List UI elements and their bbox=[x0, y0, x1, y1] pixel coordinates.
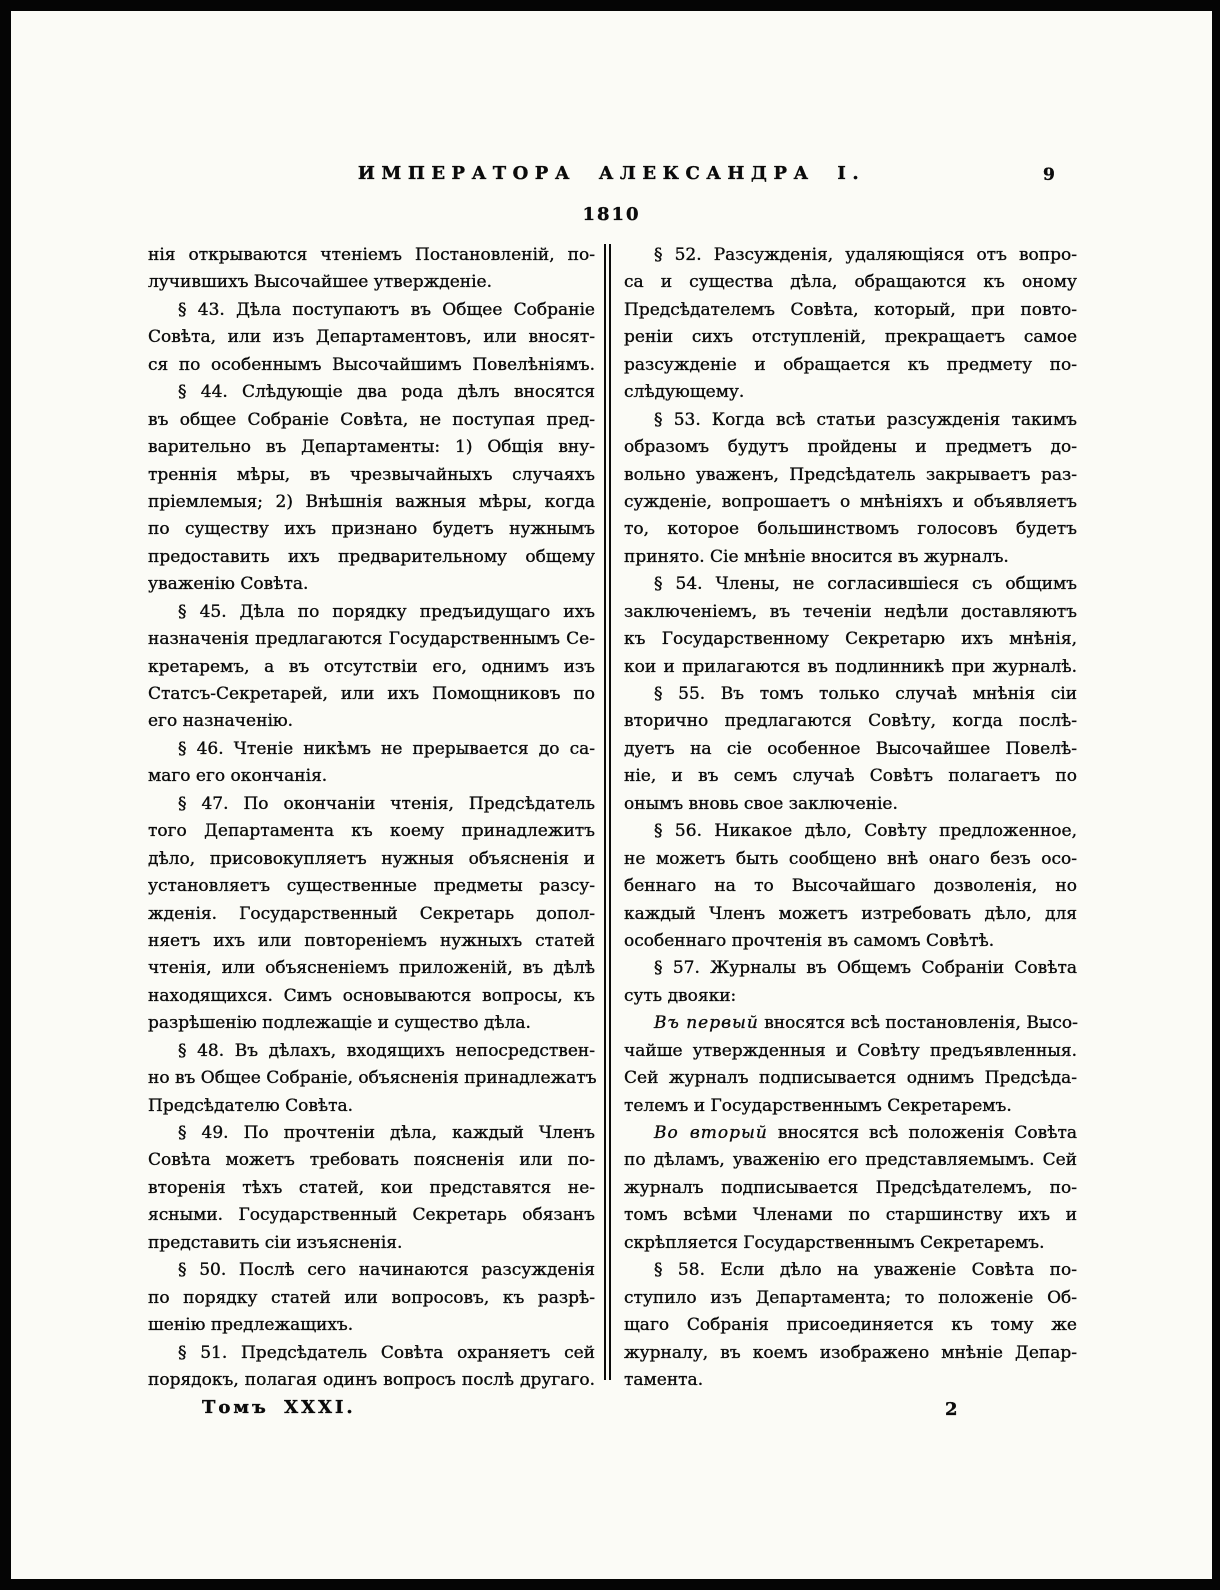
page-number: 9 bbox=[1043, 165, 1055, 185]
text-line: онымъ вновь свое заключеніе. bbox=[624, 793, 898, 814]
text-line: сужденіе, вопрошаетъ о мнѣніяхъ и объявляетъ bbox=[624, 491, 1077, 512]
year-heading: 1810 bbox=[582, 204, 641, 225]
text-line: Во вторый вносятся всѣ положенія Совѣта bbox=[654, 1123, 1078, 1143]
document-page bbox=[11, 11, 1212, 1579]
text-line: вторенія тѣхъ статей, кои представятся не- bbox=[148, 1177, 595, 1198]
text-line: вольно уваженъ, Предсѣдатель закрываетъ раз- bbox=[624, 464, 1077, 485]
text-line: § 46. Чтеніе никѣмъ не прерывается до са- bbox=[178, 738, 595, 759]
text-line: § 43. Дѣла поступаютъ въ Общее Собраніе bbox=[178, 299, 595, 320]
text-line: кретаремъ, а въ отсутствіи его, однимъ изъ bbox=[148, 656, 595, 677]
text-line: предоставить ихъ предварительному общему bbox=[148, 546, 595, 567]
text-line: § 51. Предсѣдатель Совѣта охраняетъ сей bbox=[178, 1342, 595, 1363]
text-line: § 50. Послѣ сего начинаются разсужденія bbox=[178, 1260, 595, 1281]
column-divider bbox=[604, 244, 611, 1380]
text-line: Совѣта можетъ требовать поясненія или по- bbox=[148, 1150, 595, 1171]
text-line: разсужденіе и обращается къ предмету по- bbox=[624, 354, 1077, 375]
text-line: § 49. По прочтеніи дѣла, каждый Членъ bbox=[178, 1123, 595, 1143]
text-line: беннаго на то Высочайшаго дозволенія, но bbox=[624, 876, 1077, 897]
text-line: того Департамента къ коему принадлежитъ bbox=[148, 821, 595, 842]
text-columns bbox=[148, 242, 1078, 1394]
text-line: Въ первый вносятся всѣ постановленія, Высо- bbox=[654, 1013, 1078, 1034]
text-line: установляетъ существенные предметы разсу- bbox=[148, 876, 595, 897]
text-line: чайше утвержденныя и Совѣту предъявленныя. bbox=[624, 1040, 1077, 1061]
text-line: дѣло, присовокупляетъ нужныя объясненія и bbox=[148, 848, 595, 869]
text-line: § 48. Въ дѣлахъ, входящихъ непосредствен- bbox=[178, 1040, 595, 1061]
text-line: § 45. Дѣла по порядку предъидущаго ихъ bbox=[178, 601, 595, 622]
text-line: § 58. Если дѣло на уваженіе Совѣта по- bbox=[654, 1260, 1077, 1281]
text-line: журналу, въ коемъ изображено мнѣніе Депар- bbox=[624, 1342, 1077, 1363]
text-line: по дѣламъ, уваженію его представляемымъ. Сей bbox=[624, 1150, 1077, 1171]
text-line: ясными. Государственный Секретарь обязанъ bbox=[148, 1205, 595, 1226]
text-line: нія открываются чтеніемъ Постановленій, по- bbox=[148, 245, 595, 265]
text-line: къ Государственному Секретарю ихъ мнѣнія, bbox=[624, 629, 1077, 650]
text-line: по порядку статей или вопросовъ, къ разрѣ- bbox=[148, 1287, 595, 1308]
text-line: Предсѣдателемъ Совѣта, который, при повто- bbox=[624, 299, 1077, 320]
text-line: образомъ будутъ пройдены и предметъ до- bbox=[624, 437, 1077, 458]
text-line: не можетъ быть сообщено внѣ онаго безъ осо- bbox=[624, 848, 1077, 869]
text-line: пріемлемыя; 2) Внѣшнія важныя мѣры, когда bbox=[148, 491, 595, 512]
text-line: жденія. Государственный Секретарь допол- bbox=[148, 903, 595, 924]
text-line: но въ Общее Собраніе, объясненія принадлежатъ bbox=[148, 1068, 597, 1089]
text-line: назначенія предлагаются Государственнымъ Се- bbox=[148, 629, 595, 650]
signature-mark: 2 bbox=[945, 1399, 958, 1420]
text-line: тамента. bbox=[624, 1369, 704, 1390]
text-line: находящихся. Симъ основываются вопросы, къ bbox=[148, 985, 595, 1006]
text-line: разрѣшенію подлежащіе и существо дѣла. bbox=[148, 1013, 531, 1034]
text-line: суть двояки: bbox=[624, 985, 737, 1006]
text-line: Предсѣдателю Совѣта. bbox=[148, 1095, 354, 1116]
text-line: заключеніемъ, въ теченіи недѣли доставляютъ bbox=[624, 601, 1077, 622]
text-line: няетъ ихъ или повтореніемъ нужныхъ статей bbox=[148, 930, 595, 951]
text-line: лучившихъ Высочайшее утвержденіе. bbox=[148, 272, 493, 293]
text-line: щаго Собранія присоединяется къ тому же bbox=[624, 1315, 1077, 1336]
text-line: кои и прилагаются въ подлинникѣ при журналѣ. bbox=[624, 656, 1077, 677]
text-line: томъ всѣми Членами по старшинству ихъ и bbox=[624, 1205, 1077, 1226]
text-line: Совѣта, или изъ Департаментовъ, или вносят- bbox=[148, 327, 595, 348]
text-line: порядокъ, полагая одинъ вопросъ послѣ другаго. bbox=[148, 1369, 595, 1390]
text-line: телемъ и Государственнымъ Секретаремъ. bbox=[624, 1095, 1012, 1116]
text-line: то, которое большинствомъ голосовъ будетъ bbox=[624, 519, 1077, 540]
text-line: Статсъ-Секретарей, или ихъ Помощниковъ по bbox=[148, 684, 595, 704]
italic-phrase: Въ первый bbox=[654, 1013, 759, 1034]
text-line: чтенія, или объясненіемъ приложеній, въ дѣлѣ bbox=[148, 958, 595, 979]
text-line: ся по особеннымъ Высочайшимъ Повелѣніямъ. bbox=[148, 354, 595, 375]
text-line: § 53. Когда всѣ статьи разсужденія такимъ bbox=[654, 409, 1077, 430]
text-line: вторично предлагаются Совѣту, когда послѣ- bbox=[624, 711, 1077, 732]
text-line: Сей журналъ подписывается однимъ Предсѣда- bbox=[624, 1068, 1077, 1089]
text-line: варительно въ Департаменты: 1) Общія вну- bbox=[148, 437, 595, 458]
text-line: реніи сихъ отступленій, прекращаетъ самое bbox=[624, 327, 1077, 348]
text-line: § 52. Разсужденія, удаляющіяся отъ вопро- bbox=[654, 245, 1077, 265]
page-header-title: ИМПЕРАТОРА АЛЕКСАНДРА I. bbox=[357, 163, 866, 184]
text-line: особеннаго прочтенія въ самомъ Совѣтѣ. bbox=[624, 930, 995, 951]
text-line: § 47. По окончаніи чтенія, Предсѣдатель bbox=[178, 793, 595, 814]
text-line: его назначенію. bbox=[148, 711, 294, 732]
text-line: треннія мѣры, въ чрезвычайныхъ случаяхъ bbox=[148, 464, 595, 485]
text-line: журналъ подписывается Предсѣдателемъ, по- bbox=[624, 1177, 1077, 1198]
text-line: уваженію Совѣта. bbox=[148, 574, 309, 595]
text-line: дуетъ на сіе особенное Высочайшее Повелѣ- bbox=[624, 738, 1077, 759]
text-line: § 57. Журналы въ Общемъ Собраніи Совѣта bbox=[654, 958, 1077, 979]
right-column bbox=[624, 242, 1077, 1394]
volume-footer: Томъ XXXI. bbox=[202, 1397, 356, 1418]
text-line: каждый Членъ можетъ изтребовать дѣло, для bbox=[624, 903, 1077, 924]
text-line: § 54. Члены, не согласившіеся съ общимъ bbox=[654, 574, 1077, 595]
text-line: принято. Сіе мнѣніе вносится въ журналъ. bbox=[624, 546, 1009, 567]
italic-phrase: Во вторый bbox=[654, 1123, 768, 1143]
text-line: шенію предлежащихъ. bbox=[148, 1315, 354, 1336]
text-line: са и существа дѣла, обращаются къ оному bbox=[624, 272, 1077, 293]
text-line: § 44. Слѣдующіе два рода дѣлъ вносятся bbox=[178, 382, 595, 403]
text-line: ніе, и въ семъ случаѣ Совѣтъ полагаетъ по bbox=[624, 766, 1077, 787]
left-column bbox=[148, 242, 595, 1394]
text-line: § 56. Никакое дѣло, Совѣту предложенное, bbox=[654, 821, 1077, 842]
text-line: слѣдующему. bbox=[624, 382, 745, 403]
text-line: ступило изъ Департамента; то положеніе Об- bbox=[624, 1287, 1077, 1308]
text-line: представить сіи изъясненія. bbox=[148, 1232, 403, 1253]
text-line: скрѣпляется Государственнымъ Секретаремъ. bbox=[624, 1232, 1045, 1253]
text-line: § 55. Въ томъ только случаѣ мнѣнія сіи bbox=[654, 684, 1077, 704]
text-line: въ общее Собраніе Совѣта, не поступая пред- bbox=[148, 409, 595, 430]
text-line: по существу ихъ признано будетъ нужнымъ bbox=[148, 519, 595, 540]
text-line: маго его окончанія. bbox=[148, 766, 328, 787]
